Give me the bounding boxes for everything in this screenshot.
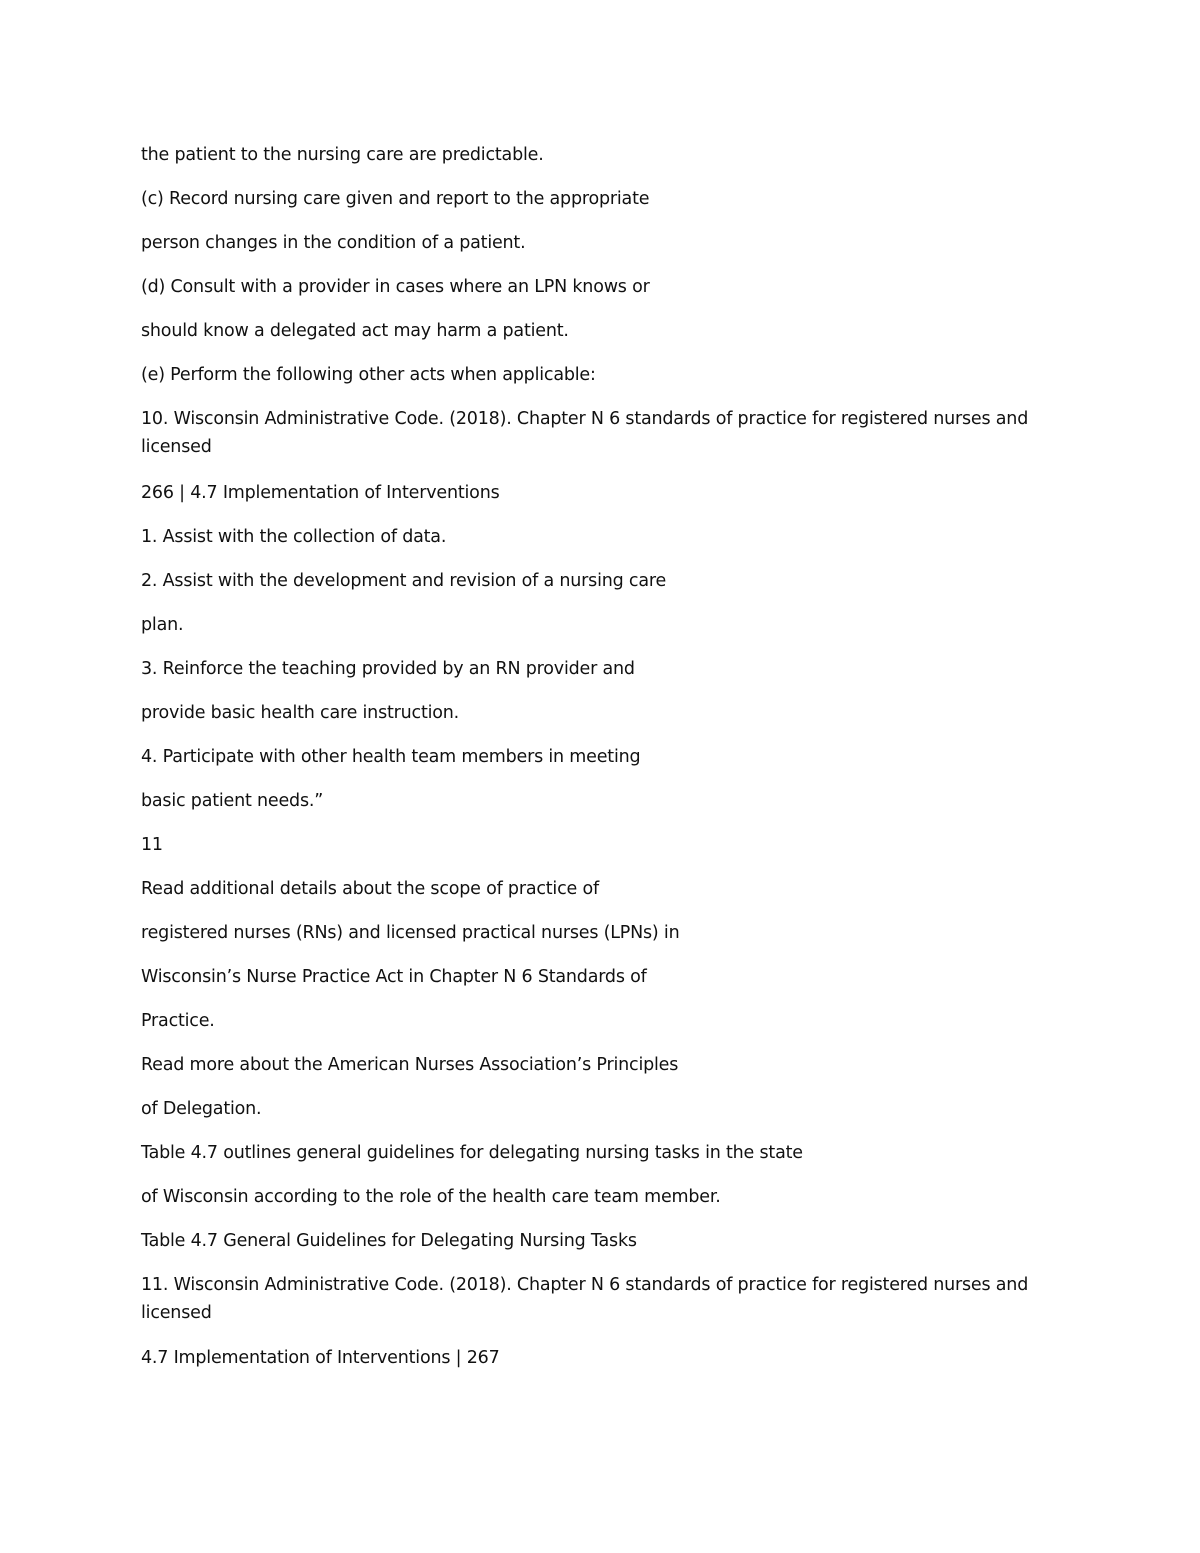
text-line: provide basic health care instruction. <box>141 703 460 723</box>
list-item: 1. Assist with the collection of data. <box>141 527 447 547</box>
text-line: registered nurses (RNs) and licensed practical nurses (LPNs) in <box>141 923 680 943</box>
text-line: Table 4.7 outlines general guidelines for delegating nursing tasks in the state <box>141 1143 803 1163</box>
text-line: person changes in the condition of a patient. <box>141 233 526 253</box>
text-line: of Delegation. <box>141 1099 262 1119</box>
footnote-11: 11. Wisconsin Administrative Code. (2018). Chapter N 6 standards of practice for registered nurses and licensed <box>141 1275 1029 1323</box>
text-line: the patient to the nursing care are predictable. <box>141 145 544 165</box>
text-line: of Wisconsin according to the role of the health care team member. <box>141 1187 721 1207</box>
list-item: 2. Assist with the development and revision of a nursing care <box>141 571 667 591</box>
footnote-10: 10. Wisconsin Administrative Code. (2018). Chapter N 6 standards of practice for registered nurses and licensed <box>141 409 1029 457</box>
text-line: should know a delegated act may harm a patient. <box>141 321 569 341</box>
table-caption: Table 4.7 General Guidelines for Delegating Nursing Tasks <box>141 1231 637 1251</box>
page-footer-266: 266 | 4.7 Implementation of Interventions <box>141 483 500 503</box>
text-line: Practice. <box>141 1011 215 1031</box>
text-line: Wisconsin’s Nurse Practice Act in Chapter N 6 Standards of <box>141 967 647 987</box>
list-item: 4. Participate with other health team members in meeting <box>141 747 641 767</box>
text-line: (e) Perform the following other acts when applicable: <box>141 365 596 385</box>
page-footer-267: 4.7 Implementation of Interventions | 267 <box>141 1348 500 1368</box>
footnote-marker: 11 <box>141 835 163 855</box>
text-line: Read additional details about the scope of practice of <box>141 879 599 899</box>
text-line: (c) Record nursing care given and report to the appropriate <box>141 189 650 209</box>
list-item: 3. Reinforce the teaching provided by an RN provider and <box>141 659 635 679</box>
text-line: plan. <box>141 615 184 635</box>
text-line: Read more about the American Nurses Association’s Principles <box>141 1055 679 1075</box>
text-line: basic patient needs.” <box>141 791 324 811</box>
text-line: (d) Consult with a provider in cases where an LPN knows or <box>141 277 650 297</box>
